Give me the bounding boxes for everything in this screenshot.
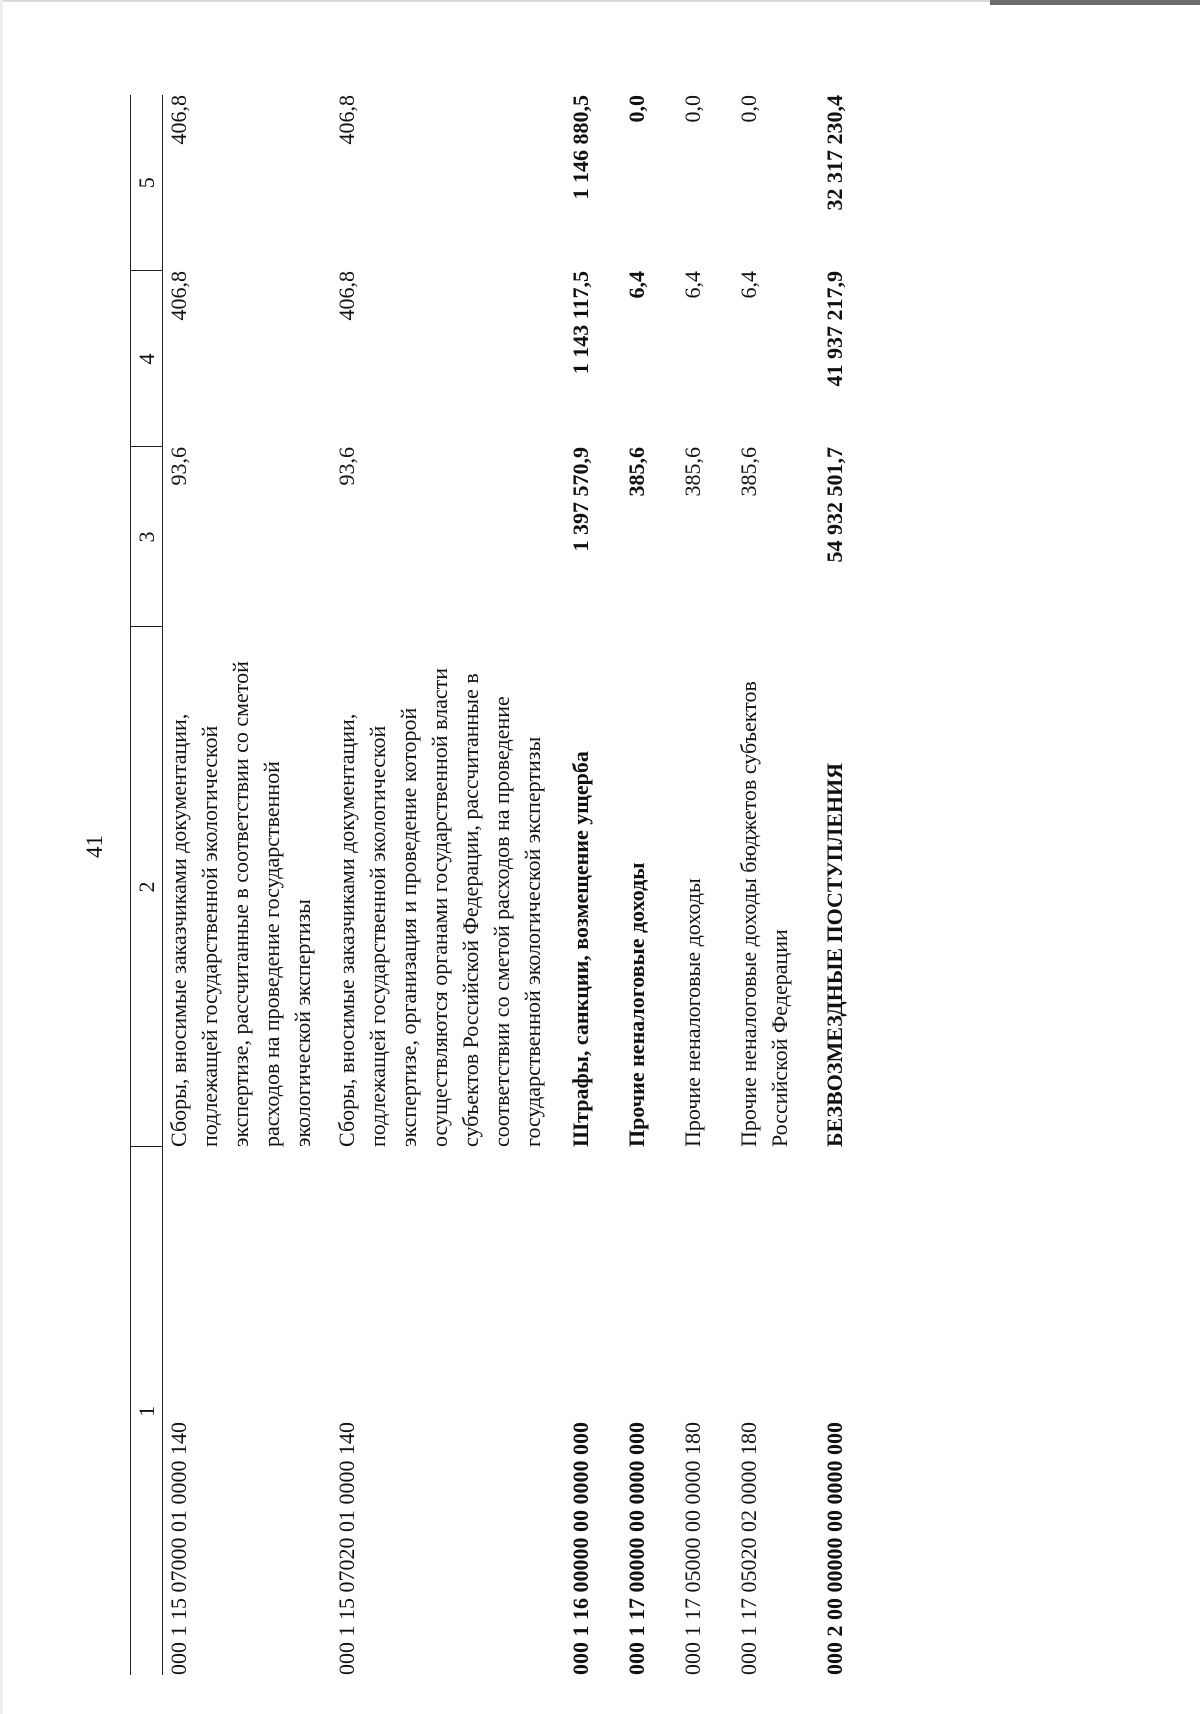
row-value-col3: 385,6 xyxy=(680,447,705,497)
row-code: 000 1 16 00000 00 0000 000 xyxy=(568,1422,593,1675)
table-row xyxy=(331,95,565,1675)
row-value-col3: 54 932 501,7 xyxy=(822,447,847,563)
row-value-col5: 0,0 xyxy=(736,95,761,123)
table-row xyxy=(677,95,733,1675)
table-row xyxy=(621,95,677,1675)
header-col-3: 3 xyxy=(131,447,163,627)
table-row xyxy=(565,95,621,1675)
table-row xyxy=(819,95,879,1675)
row-code: 000 1 15 07020 01 0000 140 xyxy=(334,1422,359,1675)
row-name: Прочие неналоговые доходы бюджетов субъектов Российской Федерации xyxy=(736,681,792,1147)
row-code: 000 1 17 05000 00 0000 180 xyxy=(680,1422,705,1675)
header-row xyxy=(131,95,163,1675)
row-value-col5: 1 146 880,5 xyxy=(568,95,593,200)
row-value-col5: 0,0 xyxy=(680,95,705,123)
row-value-col3: 93,6 xyxy=(334,447,359,486)
row-value-col4: 41 937 217,9 xyxy=(822,271,847,387)
row-value-col5: 406,8 xyxy=(334,95,359,145)
row-name: Прочие неналоговые доходы xyxy=(624,862,649,1147)
row-name: Сборы, вносимые заказчиками документации, подлежащей государственной экологической экспертизе, рассчитанные в соответствии со сметой расходов на проведение государственной экологической экспертизы xyxy=(166,661,315,1147)
row-code: 000 1 17 05020 02 0000 180 xyxy=(736,1422,761,1675)
row-code: 000 1 15 07000 01 0000 140 xyxy=(166,1422,191,1675)
header-col-4: 4 xyxy=(131,271,163,447)
row-name: Сборы, вносимые заказчиками документации, подлежащей государственной экологической экспертизе, организация и проведение которой осуществляются органами государственной власти субъектов Российской Федерации, рассчитанные в соответствии со сметой расходов на проведение государственной экологической экспертизы xyxy=(334,667,545,1147)
row-name: БЕЗВОЗМЕЗДНЫЕ ПОСТУПЛЕНИЯ xyxy=(822,763,847,1147)
budget-table xyxy=(130,95,879,1675)
page-number: 41 xyxy=(82,835,107,858)
row-name: Прочие неналоговые доходы xyxy=(680,878,705,1147)
row-value-col3: 1 397 570,9 xyxy=(568,447,593,552)
row-code: 000 2 00 00000 00 0000 000 xyxy=(822,1422,847,1675)
row-value-col4: 406,8 xyxy=(166,271,191,321)
scan-edge-left xyxy=(0,0,3,1714)
row-value-col3: 93,6 xyxy=(166,447,191,486)
row-name: Штрафы, санкции, возмещение ущерба xyxy=(568,751,593,1147)
row-code: 000 1 17 00000 00 0000 000 xyxy=(624,1422,649,1675)
row-value-col5: 32 317 230,4 xyxy=(822,95,847,211)
row-value-col5: 0,0 xyxy=(624,95,649,123)
row-value-col3: 385,6 xyxy=(624,447,649,497)
table-row xyxy=(163,95,332,1675)
rotated-page xyxy=(130,95,1010,1675)
row-value-col4: 6,4 xyxy=(624,271,649,299)
scan-edge-top-right xyxy=(990,0,1200,5)
header-col-2: 2 xyxy=(131,627,163,1147)
row-value-col4: 406,8 xyxy=(334,271,359,321)
header-col-5: 5 xyxy=(131,95,163,271)
header-col-1: 1 xyxy=(131,1147,163,1675)
table-row xyxy=(733,95,819,1675)
row-value-col4: 6,4 xyxy=(736,271,761,299)
row-value-col3: 385,6 xyxy=(736,447,761,497)
row-value-col4: 6,4 xyxy=(680,271,705,299)
row-value-col4: 1 143 117,5 xyxy=(568,271,593,375)
row-value-col5: 406,8 xyxy=(166,95,191,145)
